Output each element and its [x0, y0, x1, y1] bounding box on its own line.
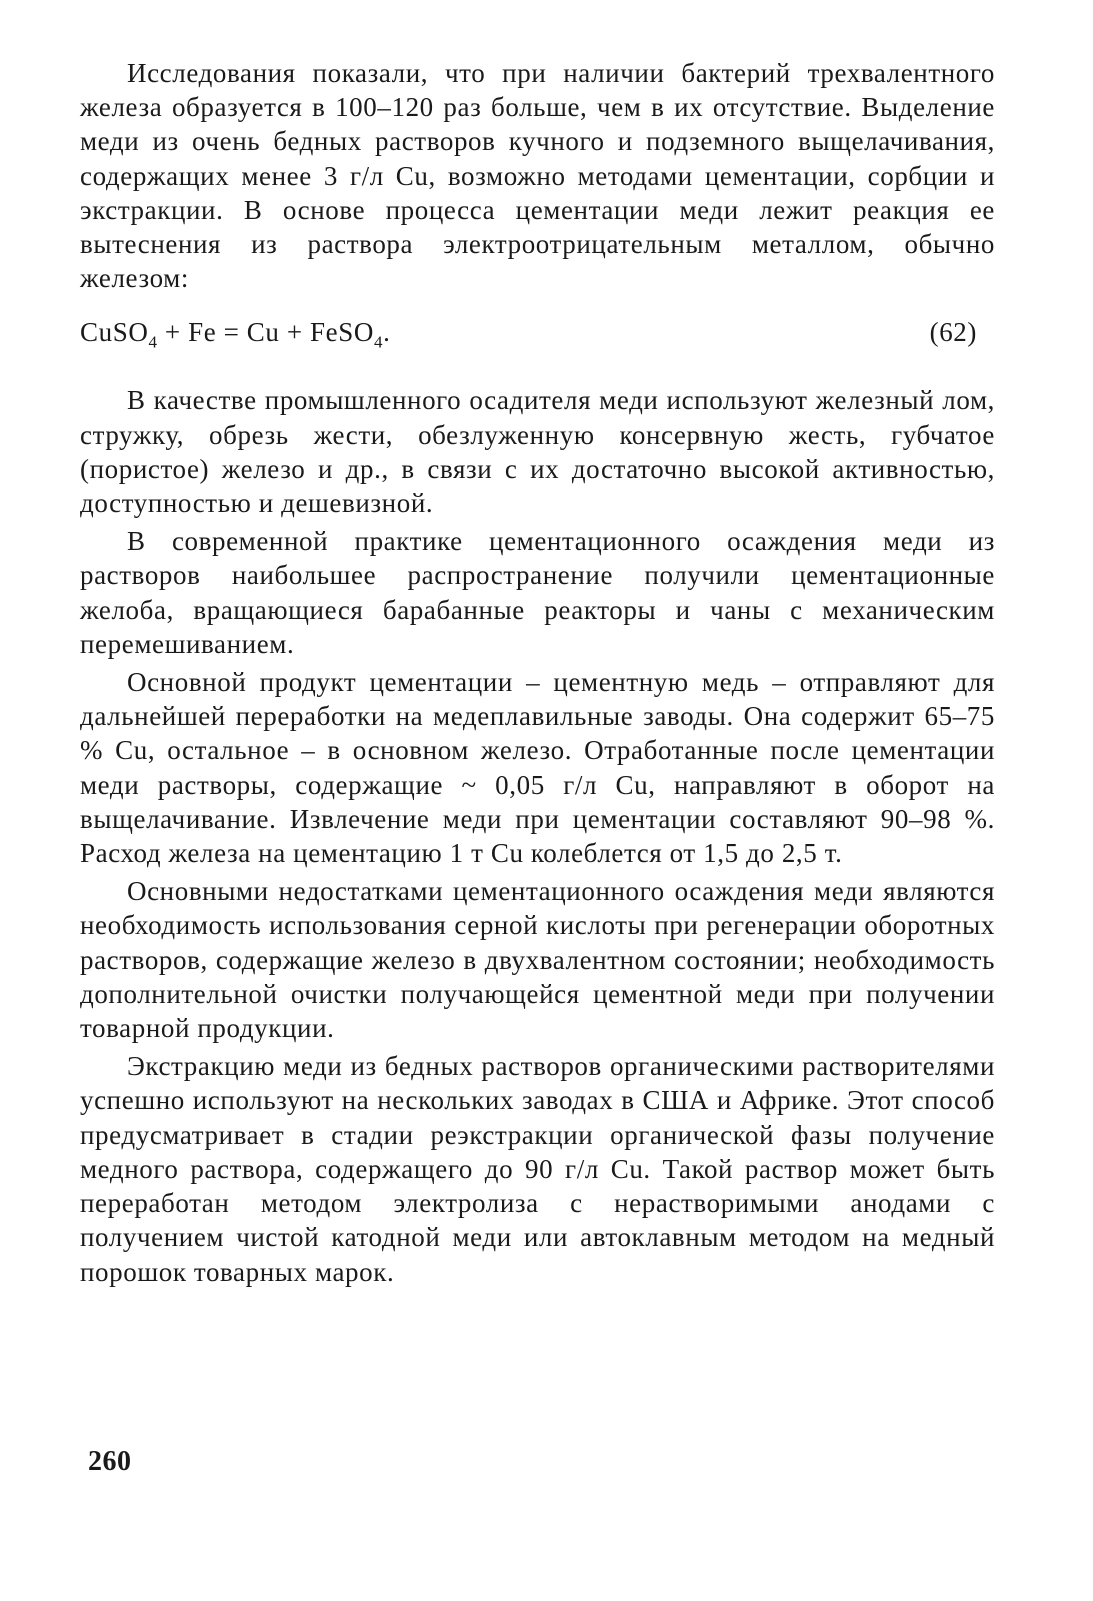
- equation-row: [80, 315, 995, 352]
- page-content: [80, 56, 995, 1289]
- page-number: 260: [88, 1446, 132, 1477]
- equation-part: CuSO: [80, 317, 149, 348]
- equation-number: (62): [929, 317, 977, 348]
- equation-part: .: [383, 317, 391, 348]
- paragraph-1: Исследования показали, что при наличии бактерий трехвалентного железа образуется в 100–120 раз больше, чем в их отсутствие. Выделение меди из очень бедных растворов кучного и подземного выщелачивания, содержащих менее 3 г/л Cu, возможно методами цементации, сорбции и экстракции. В основе процесса цементации меди лежит реакция ее вытеснения из раствора электроотрицательным металлом, обычно железом:: [80, 58, 995, 294]
- equation-subscript: 4: [373, 332, 384, 352]
- paragraph-4: Основной продукт цементации – цементную медь – отправляют для дальнейшей переработки на медеплавильные заводы. Она содержит 65–75 % Cu, остальное – в основном железо. Отработанные после цементации меди растворы, содержащие ~ 0,05 г/л Cu, направляют в оборот на выщелачивание. Извлечение меди при цементации составляют 90–98 %. Расход железа на цементацию 1 т Cu колеблется от 1,5 до 2,5 т.: [80, 667, 995, 869]
- equation-part: + Fe = Cu + FeSO: [157, 317, 374, 348]
- equation-subscript: 4: [148, 332, 158, 352]
- equation: [80, 315, 391, 352]
- paragraph-5: Основными недостатками цементационного осаждения меди являются необходимость использования серной кислоты при регенерации оборотных растворов, содержащие железо в двухвалентном состоянии; необходимость дополнительной очистки получающейся цементной меди при получении товарной продукции.: [80, 876, 995, 1044]
- paragraph-6: Экстракцию меди из бедных растворов органическими растворителями успешно используют на нескольких заводах в США и Африке. Этот способ предусматривает в стадии реэкстракции органической фазы получение медного раствора, содержащего до 90 г/л Cu. Такой раствор может быть переработан методом электролиза с нерастворимыми анодами с получением чистой катодной меди или автоклавным методом на медный порошок товарных марок.: [80, 1051, 995, 1287]
- paragraph-3: В современной практике цементационного осаждения меди из растворов наибольшее распространение получили цементационные желоба, вращающиеся барабанные реакторы и чаны с механическим перемешиванием.: [80, 526, 995, 659]
- paragraph-2: В качестве промышленного осадителя меди используют железный лом, стружку, обрезь жести, обезлуженную консервную жесть, губчатое (пористое) железо и др., в связи с их достаточно высокой активностью, доступностью и дешевизной.: [80, 385, 995, 519]
